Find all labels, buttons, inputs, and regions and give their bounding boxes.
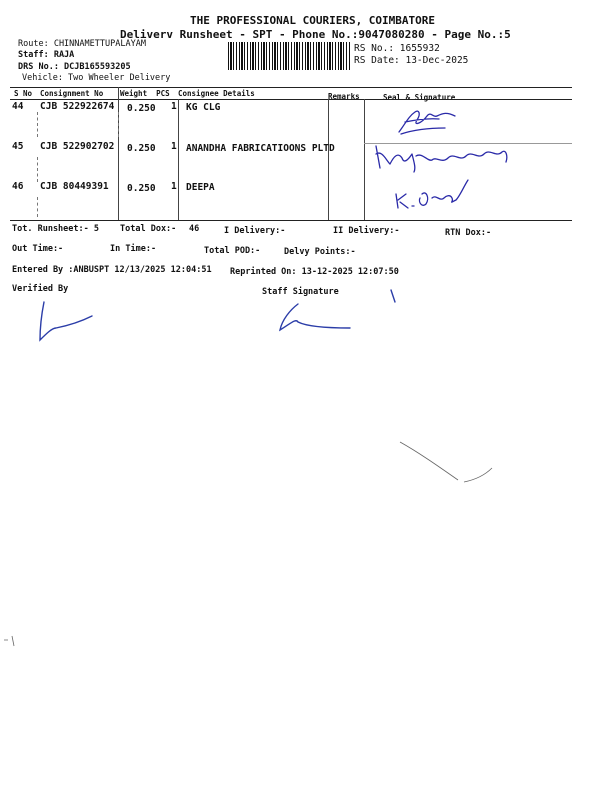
col-consignee: Consignee Details — [178, 89, 255, 98]
signature-row-46 — [390, 172, 470, 212]
route-label: Route: CHINNAMETTUPALAYAM — [18, 39, 146, 49]
ii-delivery: II Delivery:- — [333, 226, 400, 236]
company-name: THE PROFESSIONAL COURIERS, COIMBATORE — [190, 14, 436, 27]
total-pod: Total POD:- — [204, 246, 261, 256]
row-sno: 46 — [12, 181, 24, 192]
row-pcs: 1 — [171, 141, 177, 152]
row-sno: 44 — [12, 101, 24, 112]
rtn-dox: RTN Dox:- — [445, 228, 492, 238]
row-weight: 0.250 — [127, 103, 156, 114]
verified-by-label: Verified By — [12, 284, 69, 294]
row-consignment: CJB 522902702 — [40, 141, 115, 152]
staff-label: Staff: RAJA — [18, 50, 75, 60]
total-dox-value: 46 — [189, 224, 200, 234]
barcode — [228, 42, 350, 70]
entered-by: Entered By :ANBUSPT 12/13/2025 12:04:51 — [12, 265, 212, 275]
delvy-points: Delvy Points:- — [284, 247, 356, 257]
vehicle-label: Vehicle: Two Wheeler Delivery — [22, 73, 171, 83]
pencil-scribble — [398, 438, 498, 488]
staff-signature-mark — [276, 300, 356, 334]
edge-mark — [2, 632, 20, 648]
signature-row-44 — [395, 104, 465, 138]
signature-row-45 — [372, 140, 514, 174]
i-delivery: I Delivery:- — [224, 226, 286, 236]
reprinted-on: Reprinted On: 13-12-2025 12:07:50 — [230, 267, 399, 277]
col-remarks: Remarks — [328, 92, 360, 101]
row-consignee: KG CLG — [186, 102, 221, 113]
col-sno: S No — [14, 89, 33, 98]
row-weight: 0.250 — [127, 183, 156, 194]
row-consignee: ANANDHA FABRICATIOONS PLTD — [186, 143, 335, 154]
rs-date: RS Date: 13-Dec-2025 — [354, 55, 469, 66]
col-consignment: Consignment No — [40, 89, 104, 98]
row-consignee: DEEPA — [186, 182, 215, 193]
total-dox-label: Total Dox:- — [120, 224, 177, 234]
verified-by-signature — [36, 298, 96, 344]
drs-number: DRS No.: DCJB165593205 — [18, 62, 131, 72]
row-consignment: CJB 80449391 — [40, 181, 109, 192]
rs-number: RS No.: 1655932 — [354, 43, 440, 54]
pen-mark — [388, 288, 398, 304]
row-pcs: 1 — [171, 101, 177, 112]
in-time: In Time:- — [110, 244, 157, 254]
row-sno: 45 — [12, 141, 24, 152]
tot-runsheet: Tot. Runsheet:- 5 — [12, 224, 99, 234]
out-time: Out Time:- — [12, 244, 64, 254]
staff-signature-label: Staff Signature — [262, 287, 339, 297]
row-weight: 0.250 — [127, 143, 156, 154]
row-pcs: 1 — [171, 181, 177, 192]
col-seal-signature: Seal & Signature — [383, 93, 456, 102]
row-consignment: CJB 522922674 — [40, 101, 115, 112]
col-weight-pcs: Weight PCS — [120, 89, 170, 98]
runsheet-title: Deliverv Runsheet - SPT - Phone No.:9047080280 - Page No.:5 — [120, 28, 511, 41]
